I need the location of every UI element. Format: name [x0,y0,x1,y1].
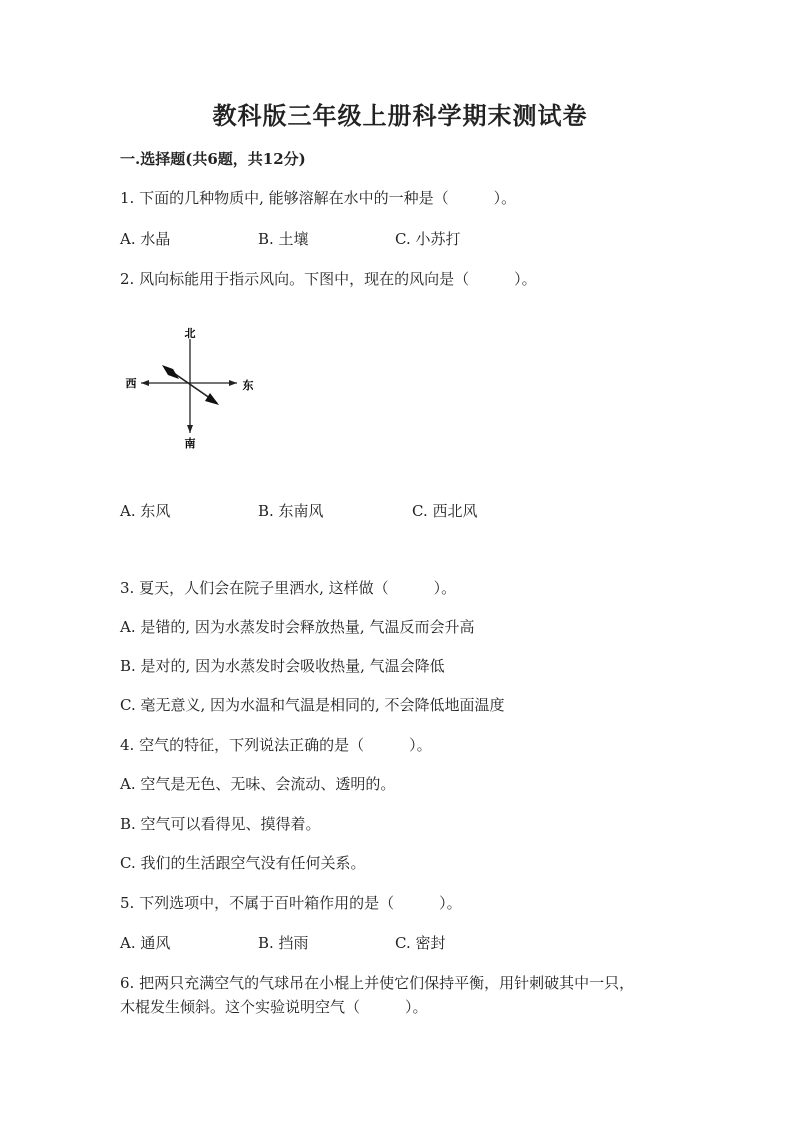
question-3: 3. 夏天，人们会在院子里洒水, 这样做（ ）。 [120,579,457,597]
question-4-option-a: A. 空气是无色、无味、会流动、透明的。 [120,775,396,793]
section-heading: 一.选择题(共6题，共12分) [120,150,306,168]
question-4: 4. 空气的特征，下列说法正确的是（ ）。 [120,736,432,754]
north-label: 北 [184,327,196,340]
question-4-option-b: B. 空气可以看得见、摸得着。 [120,815,321,833]
south-label: 南 [184,437,196,450]
question-2: 2. 风向标能用于指示风向。下图中，现在的风向是（ ）。 [120,270,537,288]
question-2-option-b: B. 东南风 [258,502,324,520]
question-2-option-a: A. 东风 [120,502,171,520]
question-3-option-a: A. 是错的, 因为水蒸发时会释放热量, 气温反而会升高 [120,618,475,636]
vane-head [205,393,219,405]
east-arrowhead [229,380,237,386]
question-3-option-c: C. 毫无意义, 因为水温和气温是相同的, 不会降低地面温度 [120,696,505,714]
question-1-option-c: C. 小苏打 [395,230,461,248]
west-label: 西 [125,377,137,390]
page-title: 教科版三年级上册科学期末测试卷 [212,101,588,130]
question-5-option-a: A. 通风 [120,934,171,952]
question-1-option-a: A. 水晶 [120,230,171,248]
question-1: 1. 下面的几种物质中, 能够溶解在水中的一种是（ ）。 [120,189,517,207]
question-5-option-c: C. 密封 [395,934,446,952]
question-3-option-b: B. 是对的, 因为水蒸发时会吸收热量, 气温会降低 [120,657,445,675]
vane-tail [162,365,179,379]
question-2-option-c: C. 西北风 [412,502,478,520]
question-6-line-2: 木棍发生倾斜。这个实验说明空气（ ）。 [120,998,428,1016]
question-5: 5. 下列选项中，不属于百叶箱作用的是（ ）。 [120,894,462,912]
west-arrowhead [141,380,149,386]
east-label: 东 [242,379,254,392]
question-5-option-b: B. 挡雨 [258,934,309,952]
question-4-option-c: C. 我们的生活跟空气没有任何关系。 [120,854,366,872]
wind-vane-diagram [115,325,265,460]
south-arrowhead [187,425,193,433]
question-1-option-b: B. 土壤 [258,230,309,248]
question-6-line-1: 6. 把两只充满空气的气球吊在小棍上并使它们保持平衡，用针刺破其中一只， [120,974,635,992]
